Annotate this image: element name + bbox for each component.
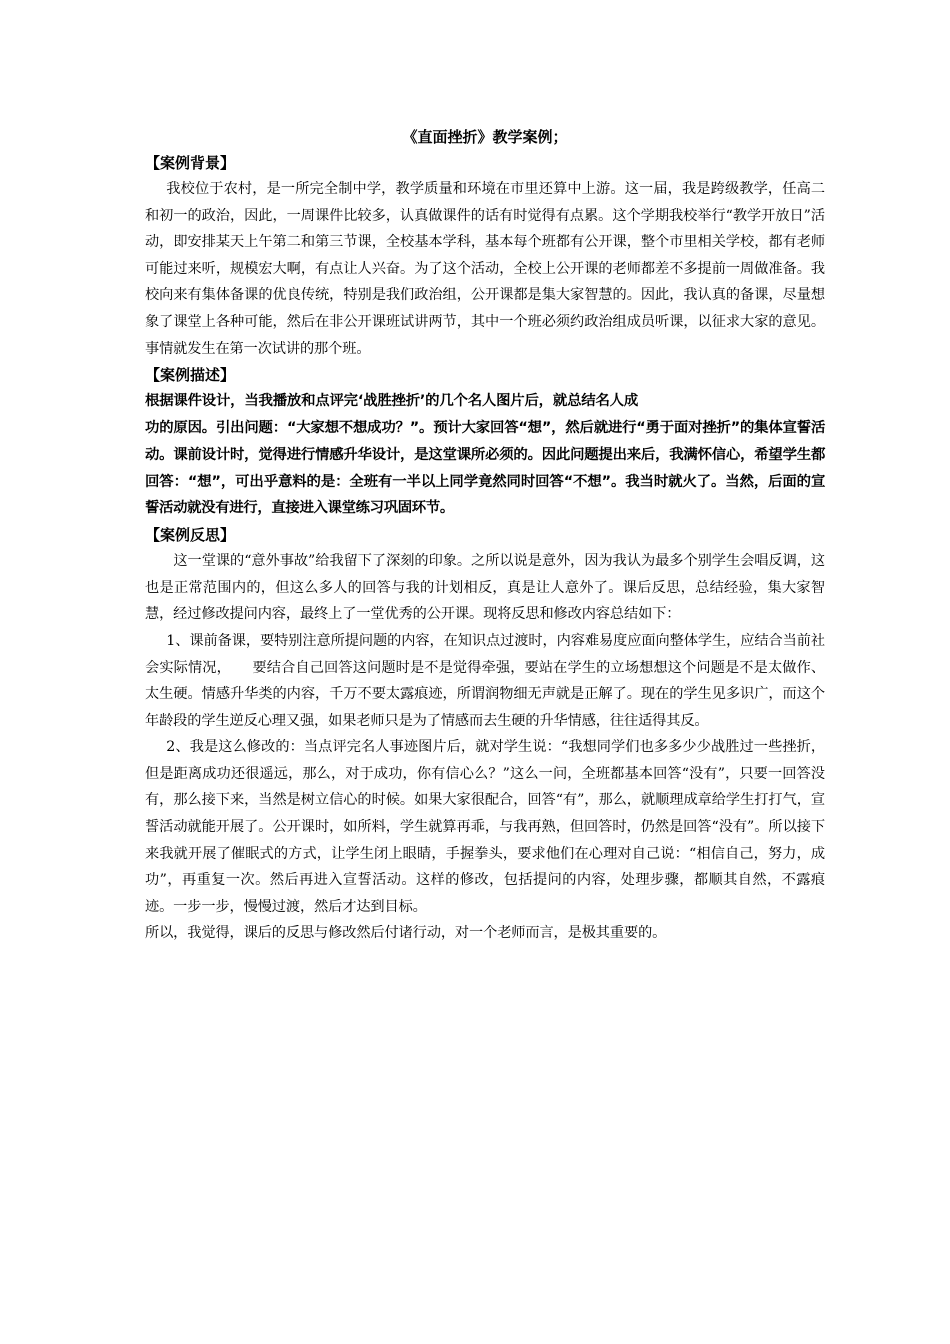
reflection-conclusion: 所以，我觉得，课后的反思与修改然后付诸行动，对一个老师而言，是极其重要的。 [145,925,667,942]
reflection-point-1: 1、课前备课，要特别注意所提问题的内容，在知识点过渡时，内容难易度应面向整体学生，应结合当前社会实际情况， 要结合自己回答这问题时是不是觉得牵强，要站在学生的立场想想这个问题是不是太做作、太生硬。情感升华类的内容，千万不要太露痕迹，所谓润物细无声就是正解了。现在的学生见多识广，而这个年龄段的学生逆反心理又强，如果老师只是为了情感而去生硬的升华情感，往往适得其反。 [145,632,825,729]
reflection-point-2: 2、我是这么修改的：当点评完名人事迹图片后，就对学生说：“我想同学们也多多少少战胜过一些挫折，但是距离成功还很遥远，那么，对于成功，你有信心么？”这么一问，全班都基本回答“没有”，只要一回答没有，那么接下来，当然是树立信心的时候。如果大家很配合，回答“有”，那么，就顺理成章给学生打打气，宣誓活动就能开展了。公开课时，如所料，学生就算再乖，与我再熟，但回答时，仍然是回答“没有”。所以接下来我就开展了催眠式的方式，让学生闭上眼睛，手握拳头，要求他们在心理对自己说：“相信自己，努力，成功”，再重复一次。然后再进入宣誓活动。这样的修改，包括提问的内容，处理步骤，都顺其自然，不露痕迹。一步一步，慢慢过渡，然后才达到目标。 [145,739,825,915]
description-paragraph: 功的原因。引出问题：“大家想不想成功？”。预计大家回答“想”，然后就进行“勇于面对挫折”的集体宣誓活动。课前设计时，觉得进行情感升华设计，是这堂课所必须的。因此问题提出来后，我满怀信心，希望学生都回答：“想”，可出乎意料的是：全班有一半以上同学竟然同时回答“不想”。我当时就火了。当然，后面的宣誓活动就没有进行，直接进入课堂练习巩固环节。 [145,419,825,517]
background-paragraph: 我校位于农村，是一所完全制中学，教学质量和环境在市里还算中上游。这一届，我是跨级教学，任高二和初一的政治，因此，一周课件比较多，认真做课件的话有时觉得有点累。这个学期我校举行“教学开放日”活动，即安排某天上午第二和第三节课，全校基本学科，基本每个班都有公开课，整个市里相关学校，都有老师可能过来听，规模宏大啊，有点让人兴奋。为了这个活动，全校上公开课的老师都差不多提前一周做准备。我校向来有集体备课的优良传统，特别是我们政治组，公开课都是集大家智慧的。因此，我认真的备课，尽量想象了课堂上各种可能，然后在非公开课班试讲两节，其中一个班必须约政治组成员听课，以征求大家的意见。事情就发生在第一次试讲的那个班。 [145,181,825,357]
description-first-line: 根据课件设计，当我播放和点评完‘战胜挫折’的几个名人图片后，就总结名人成 [145,393,639,410]
document-title: 《直面挫折》教学案例； [402,128,568,146]
reflection-intro-paragraph: 这一堂课的“意外事故”给我留下了深刻的印象。之所以说是意外，因为我认为最多个别学生会唱反调，这也是正常范围内的，但这么多人的回答与我的计划相反，真是让人意外了。课后反思，总结经验，集大家智慧，经过修改提问内容，最终上了一堂优秀的公开课。现将反思和修改内容总结如下： [145,553,825,623]
section-heading-reflection: 【案例反思】 [145,526,236,545]
section-heading-background: 【案例背景】 [145,154,236,172]
section-heading-description: 【案例描述】 [145,366,236,385]
document-page [145,124,825,947]
